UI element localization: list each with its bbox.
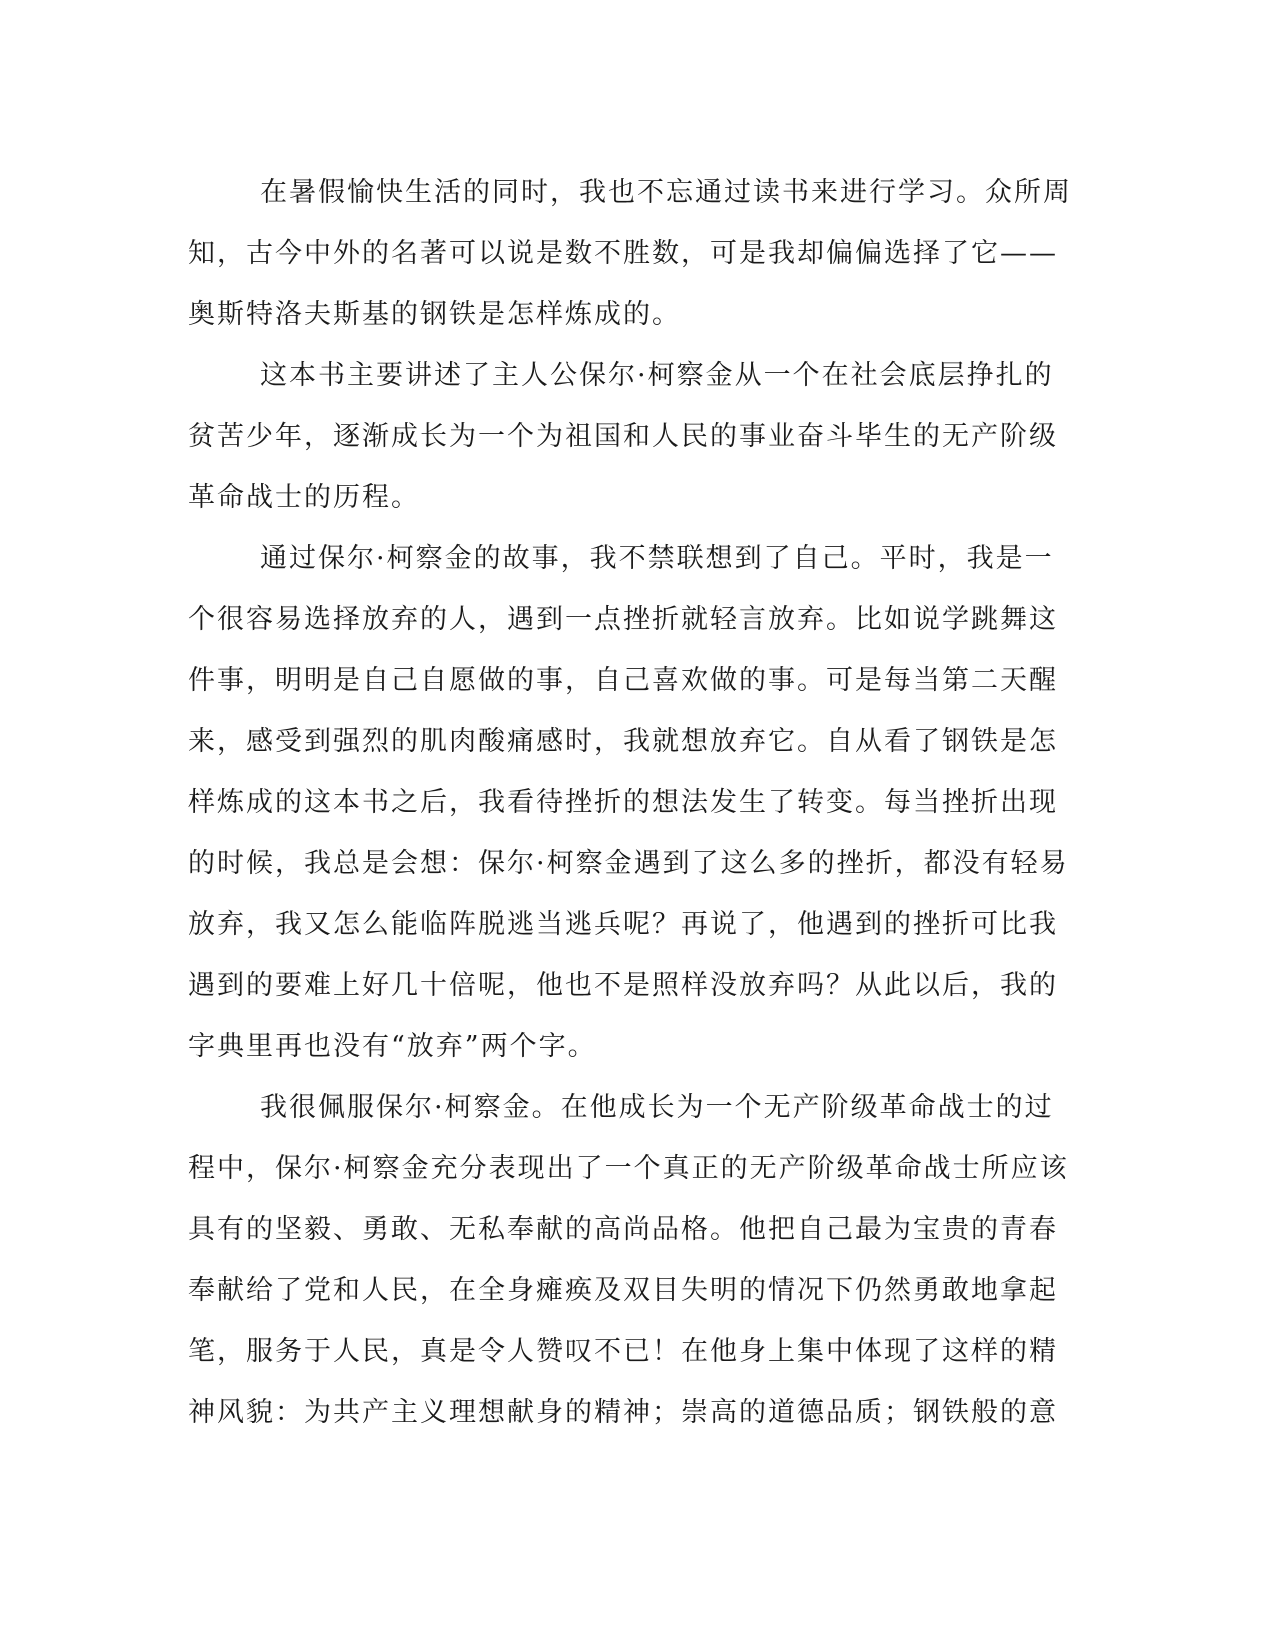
- text-line: 笔，服务于人民，真是令人赞叹不已！在他身上集中体现了这样的精: [188, 1336, 1058, 1367]
- text-line: 这本书主要讲述了主人公保尔·柯察金从一个在社会底层挣扎的: [260, 360, 1054, 391]
- text-line: 在暑假愉快生活的同时，我也不忘通过读书来进行学习。众所周: [260, 177, 1072, 208]
- paragraph-1: [188, 162, 1072, 345]
- text-line: 革命战士的历程。: [188, 482, 420, 513]
- text-line: 知，古今中外的名著可以说是数不胜数，可是我却偏偏选择了它——: [188, 238, 1058, 269]
- text-line: 通过保尔·柯察金的故事，我不禁联想到了自己。平时，我是一: [260, 543, 1054, 574]
- text-line: 放弃，我又怎么能临阵脱逃当逃兵呢？再说了，他遇到的挫折可比我: [188, 909, 1058, 940]
- text-line: 个很容易选择放弃的人，遇到一点挫折就轻言放弃。比如说学跳舞这: [188, 604, 1058, 635]
- text-line: 具有的坚毅、勇敢、无私奉献的高尚品格。他把自己最为宝贵的青春: [188, 1214, 1058, 1245]
- paragraph-2: [188, 345, 1068, 528]
- text-line: 程中，保尔·柯察金充分表现出了一个真正的无产阶级革命战士所应该: [188, 1153, 1069, 1184]
- text-line: 奉献给了党和人民，在全身瘫痪及双目失明的情况下仍然勇敢地拿起: [188, 1275, 1058, 1306]
- text-line: 来，感受到强烈的肌肉酸痛感时，我就想放弃它。自从看了钢铁是怎: [188, 726, 1058, 757]
- text-line: 的时候，我总是会想：保尔·柯察金遇到了这么多的挫折，都没有轻易: [188, 848, 1069, 879]
- text-line: 奥斯特洛夫斯基的钢铁是怎样炼成的。: [188, 299, 681, 330]
- paragraph-3: [188, 528, 1068, 1077]
- text-line: 神风貌：为共产主义理想献身的精神；崇高的道德品质；钢铁般的意: [188, 1397, 1058, 1428]
- text-line: 我很佩服保尔·柯察金。在他成长为一个无产阶级革命战士的过: [260, 1092, 1054, 1123]
- text-line: 字典里再也没有“放弃”两个字。: [188, 1031, 597, 1062]
- text-line: 件事，明明是自己自愿做的事，自己喜欢做的事。可是每当第二天醒: [188, 665, 1058, 696]
- text-line: 遇到的要难上好几十倍呢，他也不是照样没放弃吗？从此以后，我的: [188, 970, 1058, 1001]
- text-line: 样炼成的这本书之后，我看待挫折的想法发生了转变。每当挫折出现: [188, 787, 1058, 818]
- paragraph-4: [188, 1077, 1068, 1443]
- document-body: [188, 162, 1072, 1443]
- text-line: 贫苦少年，逐渐成长为一个为祖国和人民的事业奋斗毕生的无产阶级: [188, 421, 1058, 452]
